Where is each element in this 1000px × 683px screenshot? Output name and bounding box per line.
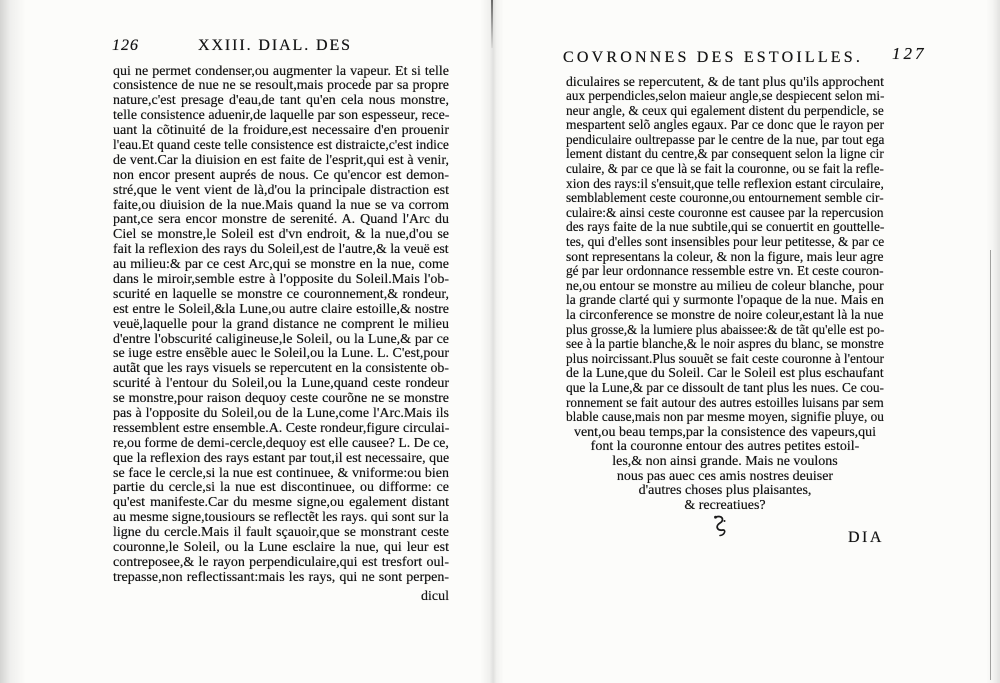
text-line: se monstre,pour raison dequoy ceste courõne ne se monstre — [113, 391, 449, 407]
text-line: couronne,le Soleil, ou la Lune esclaire la nue, qui leur est — [113, 540, 449, 555]
text-line: faite,ou diuision de la nue.Mais quand la nue se va corrom — [113, 197, 449, 213]
text-line: pant,ce sera encor monstre de serenité. A. Quand l'Arc du — [113, 212, 449, 228]
text-block-right — [566, 76, 884, 514]
text-line: de la Lune,que du Soleil. Car le Soleil est plus eschaufant — [566, 366, 884, 382]
text-line: ronnement se fait autour des autres estoilles luisans par sem — [566, 395, 884, 411]
text-line: l'eau.Et quand ceste telle consistence est distraicte,c'est indice — [113, 137, 449, 153]
text-line: ligne du cercle.Mais il fault sçauoir,que se monstrant ceste — [113, 525, 449, 541]
text-line: la circonference se monstre de noire coleur,estant là la nue — [566, 308, 884, 323]
text-line: blable cause,mais non par mesme moyen, signifie pluye, ou — [566, 410, 884, 426]
text-line: aux perpendicles,selon maieur angle,se despiecent selon mi- — [566, 89, 885, 105]
text-line: tes, qui d'elles sont insensibles pour leur petitesse, & par ce — [566, 235, 885, 251]
text-line: au mesme signe,tousiours se reflectẽt les rays. qui sont sur la — [113, 510, 449, 526]
text-line: sont representans la coleur, & non la figure, mais leur agre — [566, 249, 884, 265]
text-line: plus noircissant.Plus souuẽt se fait ceste couronne à l'entour — [566, 351, 884, 367]
text-block-left — [113, 65, 449, 586]
text-line: d'entre l'obscurité caligineuse,le Soleil, ou la Lune,& par ce — [113, 331, 449, 347]
text-line: see à la partie blanche,& le noir aspres du blanc, se monstre — [566, 337, 884, 353]
text-line: semblablement ceste couronne,ou entournement semble cir- — [566, 191, 884, 207]
page-edge-line — [990, 250, 991, 680]
text-line: nature,c'est presage d'eau,de tant qu'en cela nous monstre, — [113, 93, 449, 109]
text-line: est entre le Soleil,&la Lune,ou autre claire estoille,& nostre — [113, 301, 449, 317]
text-line: telle consistence aduenir,de laquelle par son espesseur, rece- — [113, 108, 450, 124]
text-line: se face le cercle,si la nue est continuee, & vniforme:ou bien — [113, 465, 449, 481]
text-line: culaire:& ainsi ceste couronne est causee par la repercusion — [566, 205, 884, 221]
text-line: stré,que le vent vient de là,d'ou la principale distraction est — [113, 182, 449, 198]
page-edge-shadow-right — [986, 0, 1000, 683]
page-number-right: 127 — [892, 44, 927, 63]
text-line: uant la cõtinuité de la froidure,est necessaire d'en prouenir — [113, 123, 449, 139]
book-gutter — [480, 0, 504, 683]
text-line: se iuge estre ensẽble auec le Soleil,ou la Lune. L. C'est,pour — [113, 346, 450, 362]
text-line: ne,ou entour se monstre au milieu de coleur blanche, pour — [566, 278, 884, 294]
text-line: trepasse,non reflectissant:mais les rays, qui ne sont perpen- — [113, 569, 449, 585]
closing-line: & recreatiues? — [684, 497, 766, 513]
text-line: neur angle, & ceux qui egalement distent du perpendicle, se — [566, 103, 884, 119]
text-line: xion des rays:il s'ensuit,que telle reflexion estant circulaire, — [566, 176, 884, 192]
text-line: fait la reflexion des rays du Soleil,est de l'autre,& la veuë est — [113, 242, 449, 258]
running-head-left: XXIII. DIAL. DES — [198, 37, 352, 54]
text-line: de vent.Car la diuision en est faite de l'esprit,qui est à venir, — [113, 152, 449, 168]
text-line: scurité à l'entour du Soleil,ou la Lune,quand ceste rondeur — [113, 376, 449, 392]
text-line: autãt que les rays visuels se repercutent en la consistente ob- — [113, 361, 449, 377]
closing-line: nous pas auec ces amis nostres deuiser — [616, 468, 834, 484]
text-line: pas à l'opposite du Soleil,ou de la Lune,come l'Arc.Mais ils — [113, 405, 449, 421]
fleuron-ornament-icon — [711, 514, 729, 538]
text-line: que la Lune,& par ce dissoult de tant plus les nues. Ce cou- — [566, 380, 885, 396]
closing-line: vent,ou beau temps,par la consistence des vapeurs,qui — [573, 424, 877, 440]
text-line: gé par leur ordonnance ressemble estre vn. Et ceste couron- — [566, 264, 884, 280]
text-line: re,ou forme de demi-cercle,dequoy est elle causee? L. De ce, — [113, 435, 449, 451]
closing-line: font la couronne entour des autres petites estoil- — [590, 439, 860, 455]
text-line: dans le miroir,semble estre à l'opposite du Soleil.Mais l'ob- — [113, 271, 449, 287]
text-line: plus grosse,& la lumiere plus abaissee:& de tãt qu'elle est po- — [566, 322, 885, 338]
text-line: des rays faite de la nue subtile,qui se conuertit en gouttelle- — [566, 220, 885, 236]
closing-line: d'autres choses plus plaisantes, — [638, 483, 812, 499]
text-line: que la reflexion des rays estant par tout,il est necessaire, que — [113, 450, 450, 466]
catchword-left: dicul — [421, 589, 449, 604]
gutter-crease — [491, 0, 493, 48]
page-number-left: 126 — [112, 37, 139, 54]
text-line: scurité en laquelle se monstre ce couronnement,& rondeur, — [113, 286, 449, 302]
closing-line: les,& non ainsi grande. Mais ne voulons — [612, 453, 838, 469]
page-edge-shadow-left — [0, 0, 26, 683]
text-line: partie du cercle,si la nue est discontinuee, ou difforme: ce — [113, 480, 449, 496]
running-head-right: COVRONNES DES ESTOILLES. — [563, 49, 864, 66]
text-line: consistence de nue ne se resoult,mais procede par sa propre — [113, 78, 449, 94]
text-line: mespartent selõ angles egaux. Par ce donc que le rayon per — [566, 118, 885, 134]
text-line: non encor present auprés de nous. Ce qu'encor est demon- — [113, 167, 449, 183]
text-line: la grande clarté qui y surmonte l'opaque de la nue. Mais en — [566, 293, 884, 309]
text-line: pendiculaire oultrepasse par le centre de la nue, par tout ega — [566, 132, 885, 148]
text-line: lement distant du centre,& par consequent selon la ligne cir — [566, 147, 884, 163]
text-line: veuë,laquelle pour la grand distance ne comprent le milieu — [113, 316, 449, 332]
text-line: diculaires se repercutent, & de tant plus qu'ils approchent — [566, 74, 884, 90]
catchword-right: DIA — [848, 529, 884, 546]
text-line: qu'est manifeste.Car du mesme signe,ou egalement distant — [113, 495, 449, 511]
text-line: culaire, & par ce que là se fait la couronne, ou se fait la refle- — [566, 162, 884, 178]
text-line: au milieu:& par ce cest Arc,qui se monstre en la nue, come — [113, 257, 449, 273]
text-line: ressemblent estre ensemble.A. Ceste rondeur,figure circulai- — [113, 420, 450, 436]
text-line: qui ne permet condenser,ou augmenter la vapeur. Et si telle — [113, 63, 449, 79]
text-line: Ciel se monstre,le Soleil est d'vn endroit, & la nue,d'ou se — [113, 227, 449, 243]
text-line: contreposee,& le rayon perpendiculaire,qui est tresfort oul- — [113, 554, 449, 570]
